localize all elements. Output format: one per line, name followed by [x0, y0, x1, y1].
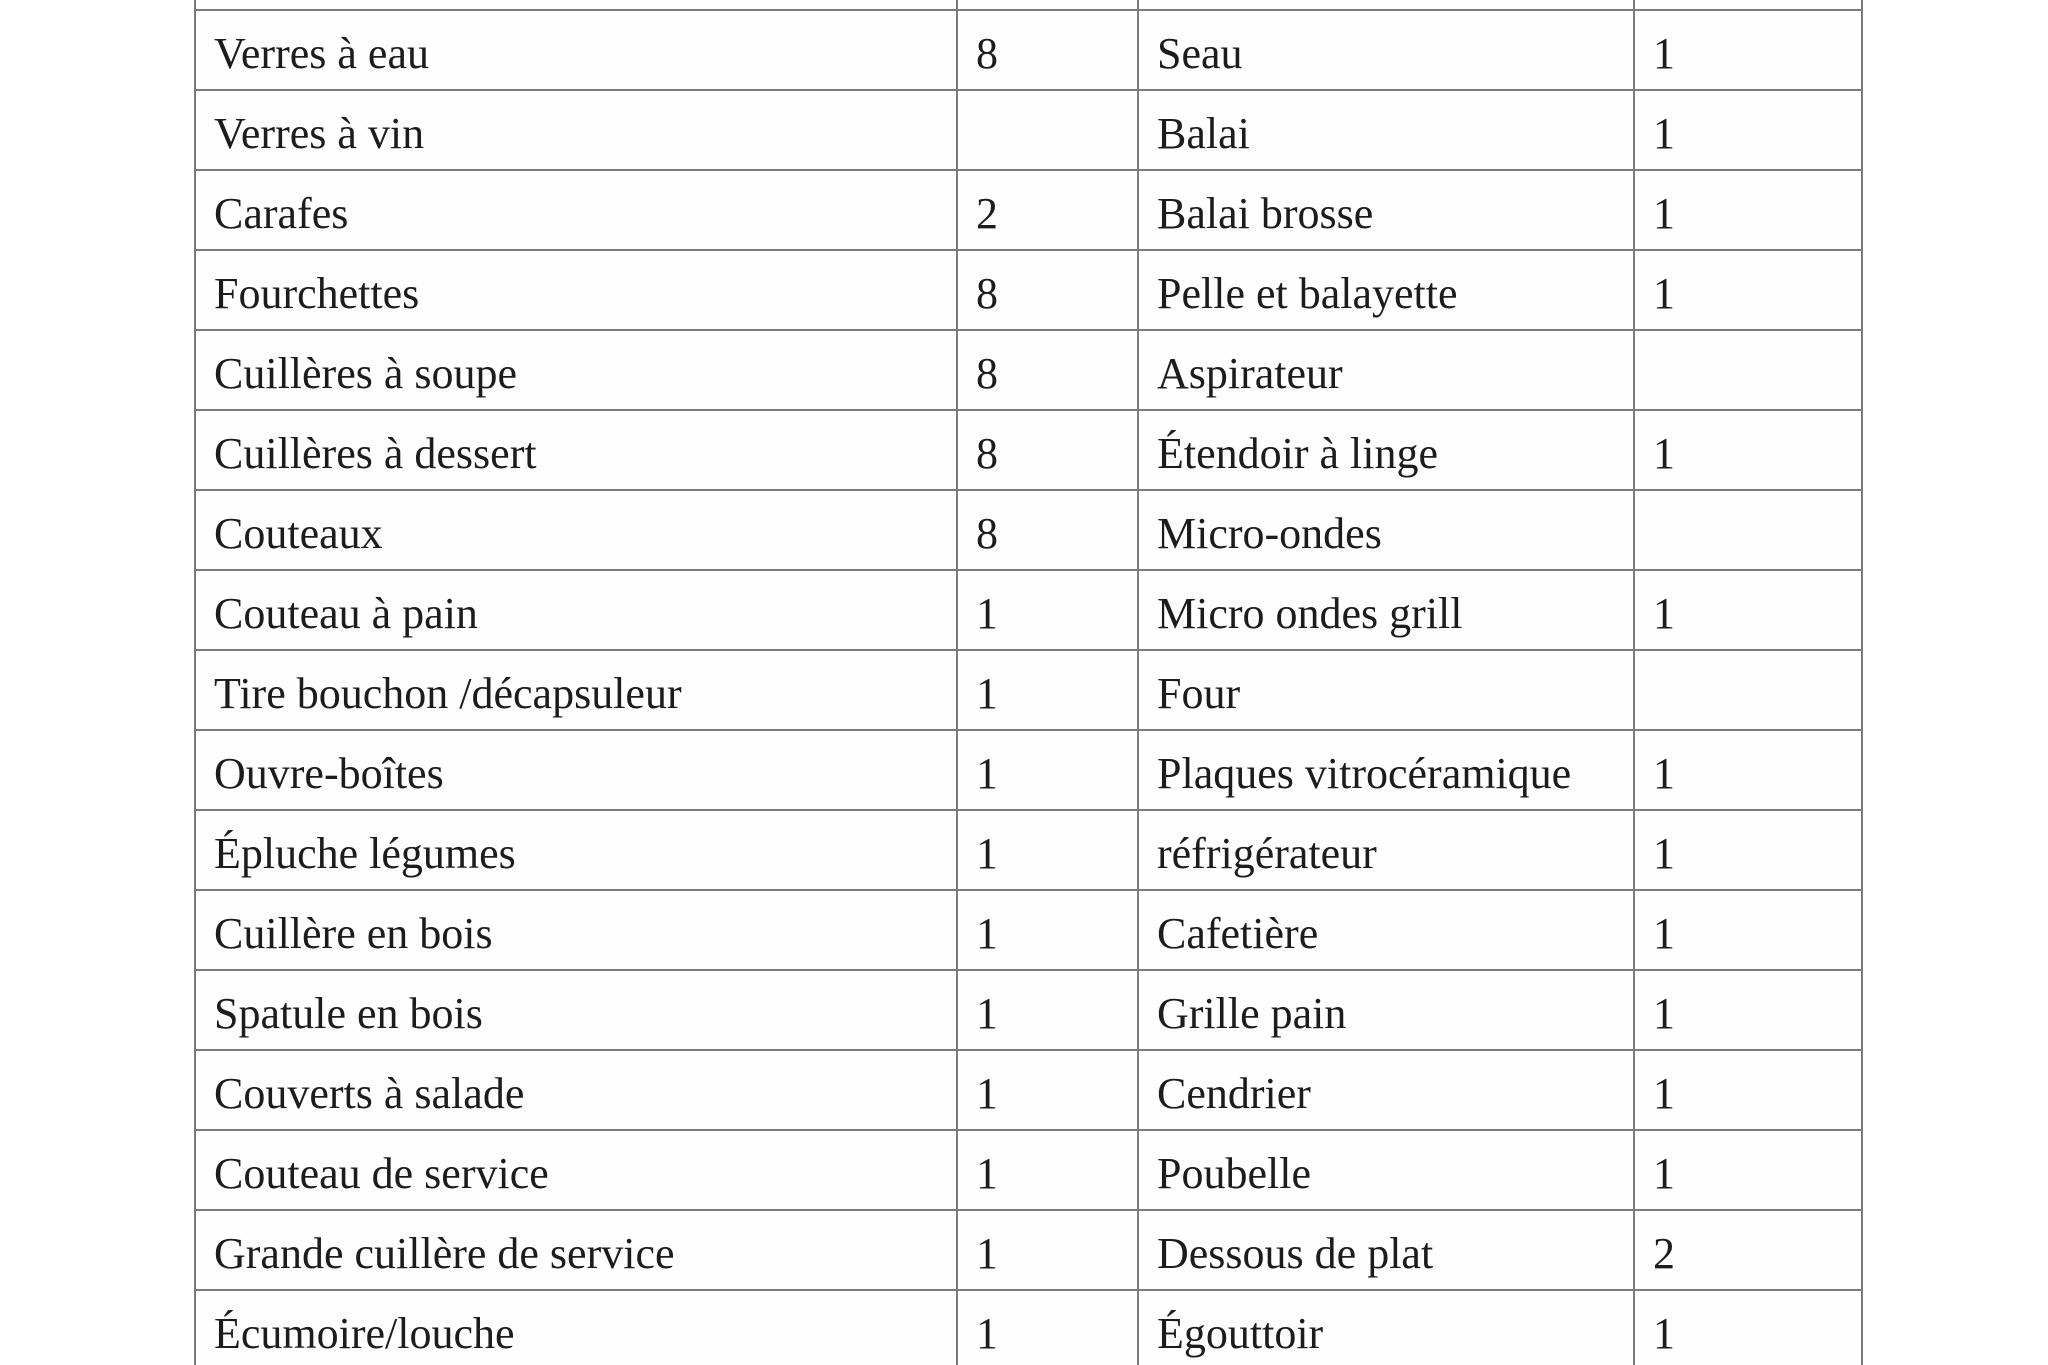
qty-cell: 1	[957, 970, 1138, 1050]
qty-cell: 1	[1634, 90, 1862, 170]
item-cell: Poubelle	[1138, 1130, 1634, 1210]
qty-cell: 2	[1634, 1210, 1862, 1290]
table-row	[195, 90, 1862, 170]
inventory-table-body	[195, 0, 1862, 1365]
item-cell	[195, 0, 957, 10]
item-cell: Plaques vitrocéramique	[1138, 730, 1634, 810]
item-cell: Carafes	[195, 170, 957, 250]
table-row	[195, 490, 1862, 570]
item-cell: Cuillère en bois	[195, 890, 957, 970]
table-row	[195, 1050, 1862, 1130]
item-cell: Dessous de plat	[1138, 1210, 1634, 1290]
item-cell: Étendoir à linge	[1138, 410, 1634, 490]
item-cell: Fourchettes	[195, 250, 957, 330]
qty-cell: 1	[1634, 810, 1862, 890]
qty-cell: 8	[957, 410, 1138, 490]
table-row	[195, 650, 1862, 730]
item-cell: Couverts à salade	[195, 1050, 957, 1130]
qty-cell	[1634, 330, 1862, 410]
item-cell: Tire bouchon /décapsuleur	[195, 650, 957, 730]
qty-cell: 2	[957, 170, 1138, 250]
table-row	[195, 570, 1862, 650]
qty-cell	[1634, 0, 1862, 10]
qty-cell: 1	[1634, 1050, 1862, 1130]
qty-cell: 1	[957, 730, 1138, 810]
item-cell	[1138, 0, 1634, 10]
table-row-sliver	[195, 0, 1862, 10]
item-cell: Couteaux	[195, 490, 957, 570]
item-cell: Couteau de service	[195, 1130, 957, 1210]
qty-cell: 1	[957, 810, 1138, 890]
qty-cell: 8	[957, 250, 1138, 330]
qty-cell: 1	[1634, 970, 1862, 1050]
item-cell: Épluche légumes	[195, 810, 957, 890]
item-cell: Écumoire/louche	[195, 1290, 957, 1365]
qty-cell	[957, 0, 1138, 10]
item-cell: Spatule en bois	[195, 970, 957, 1050]
table-row	[195, 730, 1862, 810]
table-row	[195, 1290, 1862, 1365]
qty-cell	[1634, 650, 1862, 730]
item-cell: réfrigérateur	[1138, 810, 1634, 890]
qty-cell: 1	[1634, 10, 1862, 90]
item-cell: Cendrier	[1138, 1050, 1634, 1130]
item-cell: Balai	[1138, 90, 1634, 170]
item-cell: Égouttoir	[1138, 1290, 1634, 1365]
table-row	[195, 810, 1862, 890]
table-row	[195, 250, 1862, 330]
table-row	[195, 1130, 1862, 1210]
item-cell: Cuillères à dessert	[195, 410, 957, 490]
item-cell: Aspirateur	[1138, 330, 1634, 410]
qty-cell	[1634, 490, 1862, 570]
item-cell: Cafetière	[1138, 890, 1634, 970]
table-row	[195, 1210, 1862, 1290]
item-cell: Balai brosse	[1138, 170, 1634, 250]
item-cell: Grande cuillère de service	[195, 1210, 957, 1290]
table-row	[195, 170, 1862, 250]
qty-cell: 1	[1634, 730, 1862, 810]
item-cell: Seau	[1138, 10, 1634, 90]
item-cell: Verres à vin	[195, 90, 957, 170]
qty-cell: 1	[1634, 570, 1862, 650]
item-cell: Verres à eau	[195, 10, 957, 90]
qty-cell: 1	[1634, 250, 1862, 330]
item-cell: Four	[1138, 650, 1634, 730]
table-row	[195, 410, 1862, 490]
item-cell: Pelle et balayette	[1138, 250, 1634, 330]
item-cell: Micro-ondes	[1138, 490, 1634, 570]
qty-cell: 1	[957, 570, 1138, 650]
inventory-table	[194, 0, 1863, 1365]
qty-cell: 1	[957, 1050, 1138, 1130]
qty-cell: 1	[1634, 1290, 1862, 1365]
table-row	[195, 330, 1862, 410]
item-cell: Micro ondes grill	[1138, 570, 1634, 650]
item-cell: Couteau à pain	[195, 570, 957, 650]
qty-cell: 1	[957, 890, 1138, 970]
qty-cell: 1	[1634, 170, 1862, 250]
qty-cell: 8	[957, 490, 1138, 570]
qty-cell: 1	[957, 650, 1138, 730]
qty-cell: 1	[1634, 890, 1862, 970]
qty-cell: 8	[957, 330, 1138, 410]
table-row	[195, 10, 1862, 90]
qty-cell	[957, 90, 1138, 170]
table-row	[195, 970, 1862, 1050]
qty-cell: 8	[957, 10, 1138, 90]
item-cell: Ouvre-boîtes	[195, 730, 957, 810]
qty-cell: 1	[957, 1210, 1138, 1290]
qty-cell: 1	[957, 1290, 1138, 1365]
table-row	[195, 890, 1862, 970]
item-cell: Grille pain	[1138, 970, 1634, 1050]
qty-cell: 1	[957, 1130, 1138, 1210]
qty-cell: 1	[1634, 410, 1862, 490]
item-cell: Cuillères à soupe	[195, 330, 957, 410]
qty-cell: 1	[1634, 1130, 1862, 1210]
